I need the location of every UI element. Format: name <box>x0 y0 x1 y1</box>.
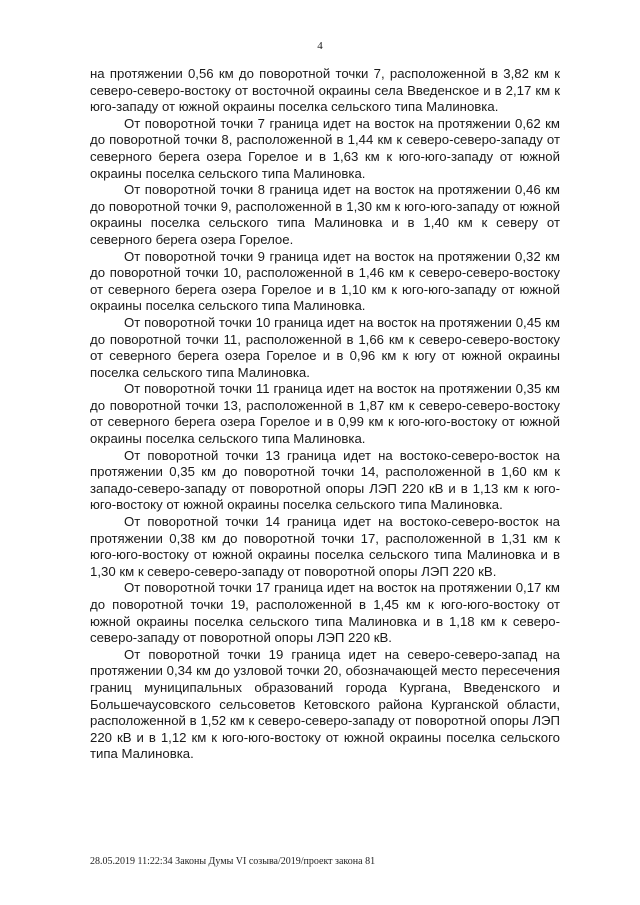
paragraph: От поворотной точки 13 граница идет на востоко-северо-восток на протяжении 0,35 км до поворотной точки 14, расположенной в 1,60 км к западо-северо-западу от поворотной опоры ЛЭП 220 кВ и в 1,13 км к юго-юго-востоку от южной окраины поселка сельского типа Малиновка. <box>90 447 560 513</box>
paragraph: на протяжении 0,56 км до поворотной точки 7, расположенной в 3,82 км к северо-северо-востоку от восточной окраины села Введенское и в 2,17 км к юго-западу от южной окраины поселка сельского типа Малиновка. <box>90 66 560 115</box>
paragraph: От поворотной точки 19 граница идет на северо-северо-запад на протяжении 0,34 км до узловой точки 20, обозначающей место пересечения границ муниципальных образований города Кургана, Введенского и Большечаусовского сельсоветов Кетовского района Курганской области, расположенной в 1,52 км к северо-северо-западу от поворотной опоры ЛЭП 220 кВ и в 1,12 км к юго-юго-востоку от южной окраины поселка сельского типа Малиновка. <box>90 646 560 762</box>
paragraph: От поворотной точки 9 граница идет на восток на протяжении 0,32 км до поворотной точки 10, расположенной в 1,46 км к северо-северо-востоку от северного берега озера Горелое и в 1,10 км к юго-юго-западу от южной окраины поселка сельского типа Малиновка. <box>90 248 560 314</box>
paragraph: От поворотной точки 7 граница идет на восток на протяжении 0,62 км до поворотной точки 8, расположенной в 1,44 км к северо-северо-западу от северного берега озера Горелое и в 1,63 км к юго-юго-западу от южной окраины поселка сельского типа Малиновка. <box>90 115 560 181</box>
paragraph: От поворотной точки 11 граница идет на восток на протяжении 0,35 км до поворотной точки 13, расположенной в 1,87 км к северо-северо-востоку от северного берега озера Горелое и в 0,99 км к юго-юго-востоку от южной окраины поселка сельского типа Малиновка. <box>90 381 560 447</box>
footer-file-path: 28.05.2019 11:22:34 Законы Думы VI созыва/2019/проект закона 81 <box>90 856 376 867</box>
paragraph: От поворотной точки 8 граница идет на восток на протяжении 0,46 км до поворотной точки 9, расположенной в 1,30 км к юго-юго-западу от южной окраины поселка сельского типа Малиновка и в 1,40 км к северу от северного берега озера Горелое. <box>90 182 560 247</box>
paragraph: От поворотной точки 14 граница идет на востоко-северо-восток на протяжении 0,38 км до поворотной точки 17, расположенной в 1,31 км к юго-юго-востоку от южной окраины поселка сельского типа Малиновка и в 1,30 км к северо-северо-западу от поворотной опоры ЛЭП 220 кВ. <box>90 514 560 579</box>
page-number: 4 <box>317 40 323 52</box>
document-body <box>90 66 560 763</box>
paragraph: От поворотной точки 17 граница идет на восток на протяжении 0,17 км до поворотной точки 19, расположенной в 1,45 км к юго-юго-востоку от южной окраины поселка сельского типа Малиновка и в 1,18 км к северо-северо-западу от поворотной опоры ЛЭП 220 кВ. <box>90 580 560 646</box>
paragraph: От поворотной точки 10 граница идет на восток на протяжении 0,45 км до поворотной точки 11, расположенной в 1,66 км к северо-северо-востоку от северного берега озера Горелое и в 0,96 км к югу от южной окраины поселка сельского типа Малиновка. <box>90 314 560 380</box>
